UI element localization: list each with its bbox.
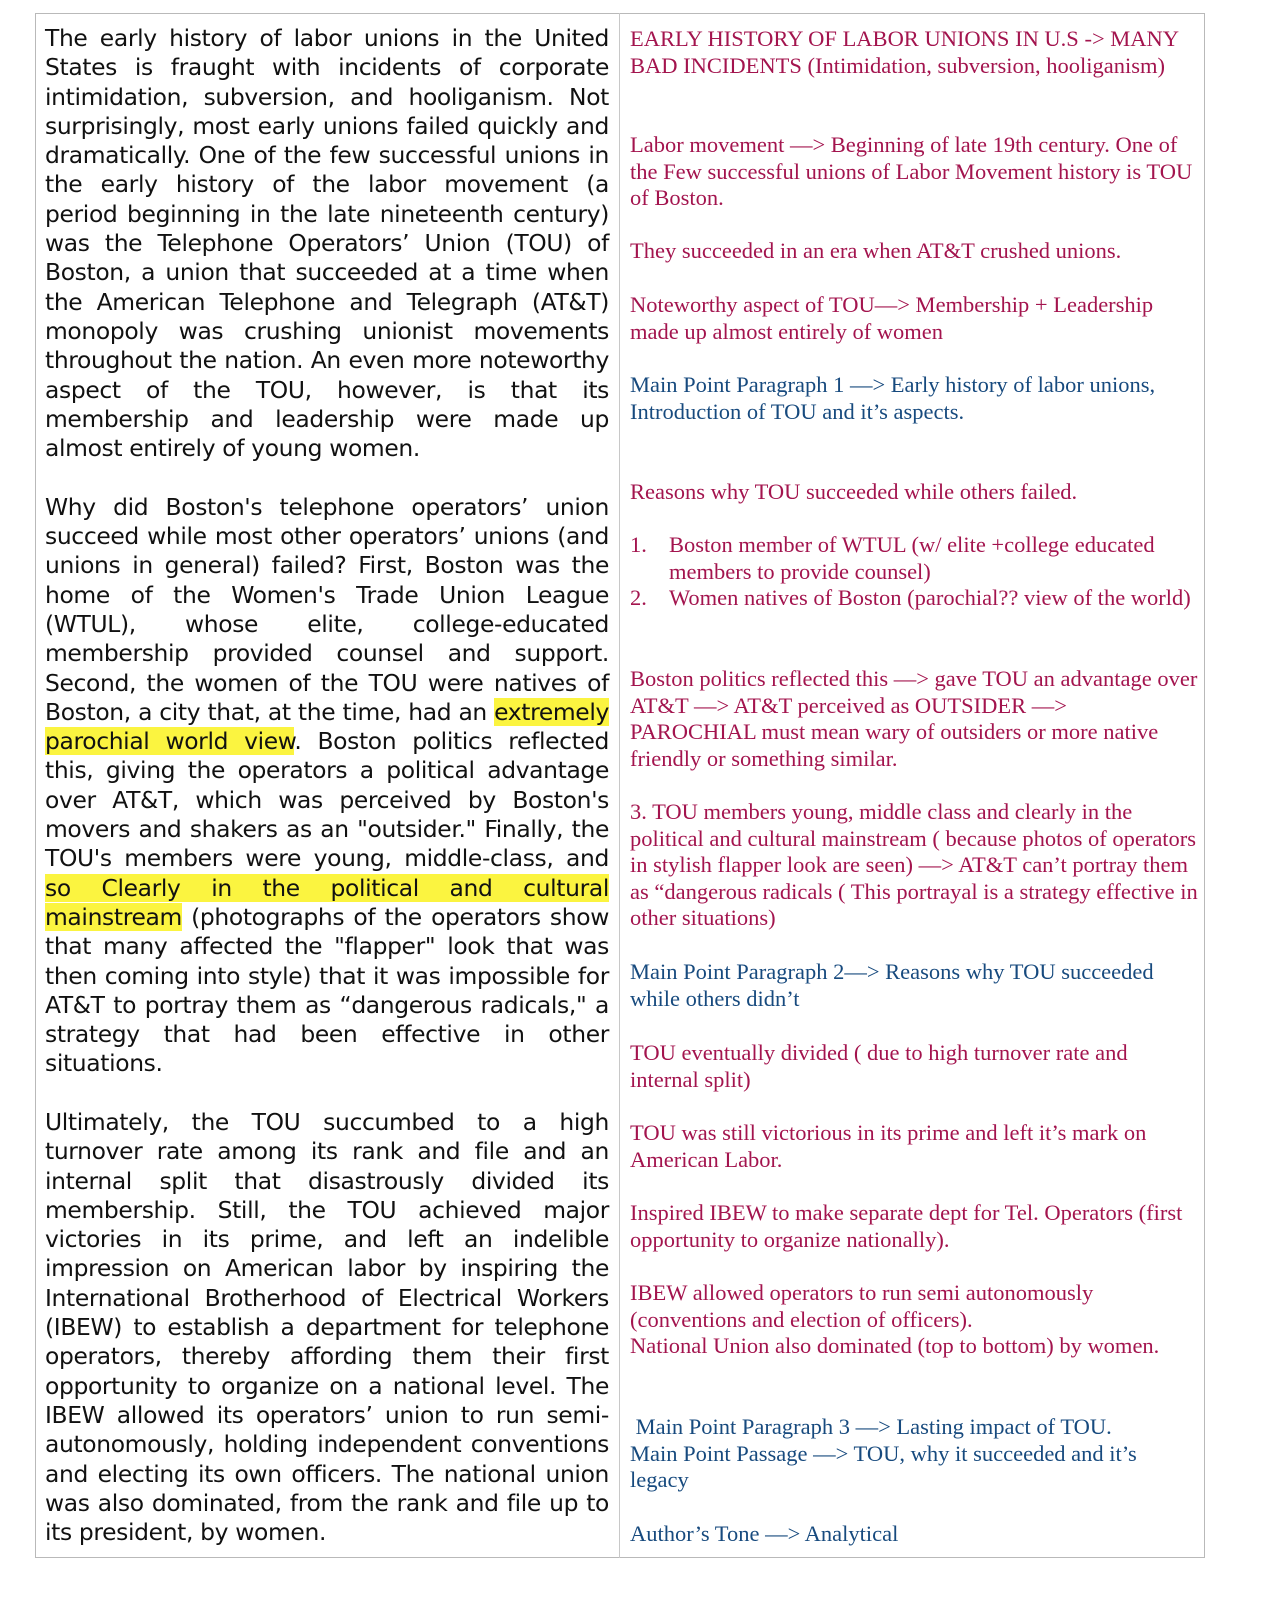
note-boston-politics: Boston politics reflected this —> gave TOU an advantage over AT&T —> AT&T perceived as OUTSIDER —> PAROCHIAL must mean wary of outsiders or more native friendly or something similar. [630, 666, 1198, 771]
passage-paragraph-2 [45, 493, 609, 1079]
note-main-point-1: Main Point Paragraph 1 —> Early history of labor unions, Introduction of TOU and it’s aspects. [630, 372, 1156, 424]
list-item [630, 585, 1198, 612]
passage-paragraph-1: The early history of labor unions in the United States is fraught with incidents of corporate intimidation, subversion, and hooliganism. Not surprisingly, most early unions failed quickly and dramatically. One of the few successful unions in the early history of the labor movement (a period beginning in the late nineteenth century) was the Telephone Operators’ Union (TOU) of Boston, a union that succeeded at a time when the American Telephone and Telegraph (AT&T) monopoly was crushing unionist movements throughout the nation. An even more noteworthy aspect of the TOU, however, is that its membership and leadership were made up almost entirely of young women. [45, 24, 609, 463]
highlight-mainstream: so Clearly in the political and cultural mainstream [45, 873, 609, 931]
note-tou-victorious: TOU was still victorious in its prime and left it’s mark on American Labor. [630, 1120, 1147, 1172]
note-authors-tone: Author’s Tone —> Analytical [630, 1521, 899, 1546]
note-national-union-line: National Union also dominated (top to bottom) by women. [630, 1333, 1160, 1359]
note-1: EARLY HISTORY OF LABOR UNIONS IN U.S -> MANY BAD INCIDENTS (Intimidation, subversion, hooliganism) [630, 26, 1179, 78]
note-4: Noteworthy aspect of TOU—> Membership + Leadership made up almost entirely of women [630, 292, 1154, 344]
note-inspired-ibew: Inspired IBEW to make separate dept for Tel. Operators (first opportunity to organize nationally). [630, 1200, 1183, 1252]
column-divider [619, 13, 620, 1558]
passage-paragraph-3: Ultimately, the TOU succumbed to a high turnover rate among its rank and file and an internal split that disastrously divided its membership. Still, the TOU achieved major victories in its prime, and left an indelible impression on American labor by inspiring the International Brotherhood of Electrical Workers (IBEW) to establish a department for telephone operators, thereby affording them their first opportunity to organize on a national level. The IBEW allowed its operators’ union to run semi-autonomously, holding independent conventions and electing its own officers. The national union was also dominated, from the rank and file up to its president, by women. [45, 1107, 609, 1547]
note-main-point-2: Main Point Paragraph 2—> Reasons why TOU succeeded while others didn’t [630, 959, 1154, 1011]
passage-p2-part-b: . Boston politics reflected this, giving the operators a political advantage over AT&T, which was perceived by Boston's movers and shakers as an "outsider." Finally, the TOU's members were young, middle-class, and [45, 727, 609, 873]
note-reason-3: 3. TOU members young, middle class and clearly in the political and cultural mainstream ( because photos of operators in stylish flapper look are seen) —> AT&T can’t portray them as “dangerous radicals ( This portrayal is a strategy effective in other situations) [630, 799, 1198, 931]
note-tou-divided: TOU eventually divided ( due to high turnover rate and internal split) [630, 1040, 1128, 1092]
list-item-number: 2. [630, 585, 647, 611]
note-3: They succeeded in an era when AT&T crushed unions. [630, 238, 1122, 263]
passage-p2-part-a: Why did Boston's telephone operators’ union succeed while most other operators’ unions (and unions in general) failed? First, Boston was the home of the Women's Trade Union League (WTUL), whose elite, college-educated membership provided counsel and support. Second, the women of the TOU were natives of Boston, a city that, at the time, had an [45, 492, 609, 726]
note-reasons-heading: Reasons why TOU succeeded while others failed. [630, 479, 1078, 504]
note-ibew-line: IBEW allowed operators to run semi autonomously (conventions and election of officers). [630, 1280, 1094, 1332]
note-2: Labor movement —> Beginning of late 19th century. One of the Few successful unions of Labor Movement history is TOU of Boston. [630, 132, 1193, 211]
highlight-parochial: extremely parochial world view [45, 697, 609, 756]
note-main-point-3-line: Main Point Paragraph 3 —> Lasting impact of TOU. [635, 1414, 1112, 1439]
list-item-text: Boston member of WTUL (w/ elite +college educated members to provide counsel) [669, 532, 1155, 584]
passage-p2-part-c: (photographs of the operators show that many affected the "flapper" look that was then coming into style) that it was impossible for AT&T to portray them as “dangerous radicals," a strategy that had been effective in other situations. [45, 902, 609, 1078]
list-item-number: 1. [630, 532, 647, 557]
passage-column [45, 24, 609, 1547]
list-item-text: Women natives of Boston (parochial?? view of the world) [669, 585, 1191, 611]
list-item [630, 532, 1198, 585]
note-ibew-semi-autonomous [630, 1280, 1198, 1360]
notes-numbered-list [630, 532, 1198, 612]
note-main-point-3 [630, 1414, 1198, 1494]
note-main-point-passage-line: Main Point Passage —> TOU, why it succeeded and it’s legacy [630, 1440, 1137, 1493]
